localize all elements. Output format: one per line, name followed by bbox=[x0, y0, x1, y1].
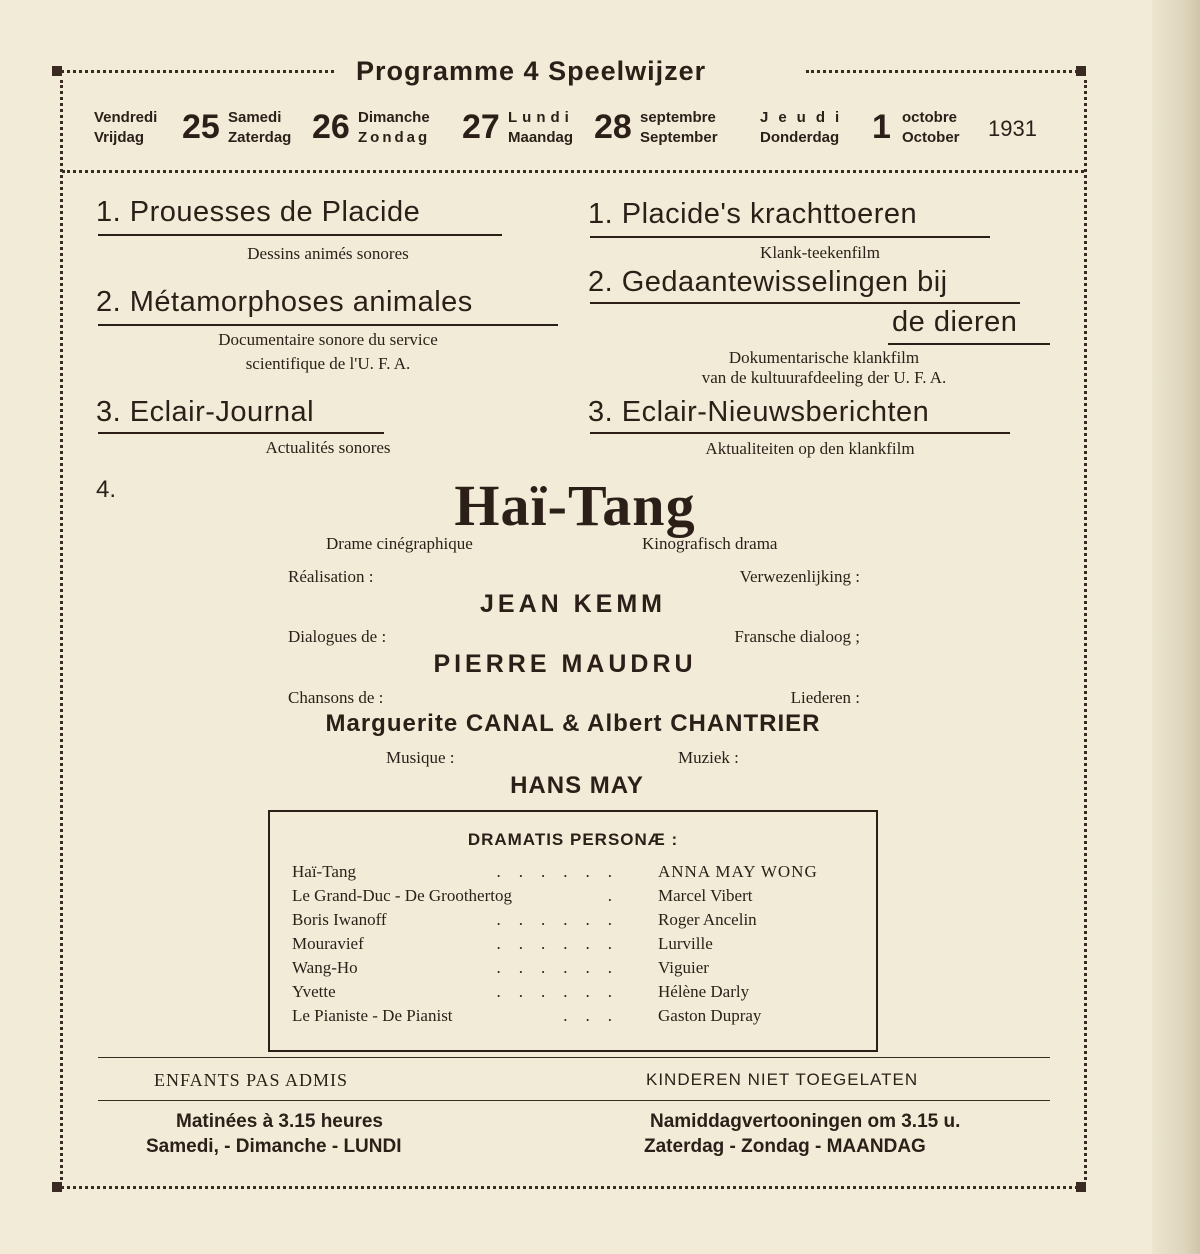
footer-rule bbox=[98, 1100, 1050, 1101]
bottom-rule bbox=[56, 1186, 1084, 1189]
matinee-days-nl: Zaterdag - Zondag - MAANDAG bbox=[644, 1136, 926, 1157]
dialogues-label-fr: Dialogues de : bbox=[288, 627, 387, 646]
day-nl: Zondag bbox=[358, 129, 431, 146]
item-subtitle: Actualités sonores bbox=[265, 438, 391, 457]
music-label-fr: Musique : bbox=[386, 748, 455, 767]
leader-dots: ...... bbox=[496, 862, 630, 881]
realisation-label-nl: Verwezenlijking : bbox=[739, 567, 860, 586]
matinee-days-fr: Samedi, - Dimanche - LUNDI bbox=[146, 1136, 402, 1157]
children-notice-fr: ENFANTS PAS ADMIS bbox=[154, 1070, 349, 1090]
songs-label-nl: Liederen : bbox=[790, 688, 860, 707]
title-underline bbox=[98, 324, 558, 326]
item-title: 2. Métamorphoses animales bbox=[96, 286, 473, 318]
leader-dots: ...... bbox=[496, 982, 630, 1001]
director-name: JEAN KEMM bbox=[479, 590, 666, 618]
cast-actor: Roger Ancelin bbox=[658, 910, 757, 929]
corner-ornament bbox=[1076, 66, 1086, 76]
item-subtitle: Documentaire sonore du service bbox=[218, 330, 438, 349]
title-underline bbox=[888, 343, 1050, 345]
item-title: 1. Placide's krachttoeren bbox=[588, 198, 918, 230]
day-nl: Zaterdag bbox=[228, 129, 292, 146]
matinee-fr: Matinées à 3.15 heures bbox=[176, 1111, 383, 1132]
children-notice-nl: KINDEREN NIET TOEGELATEN bbox=[646, 1070, 919, 1089]
day-nl: Donderdag bbox=[760, 129, 840, 146]
left-border bbox=[60, 80, 63, 1180]
realisation-label-fr: Réalisation : bbox=[288, 567, 374, 586]
songs-label-fr: Chansons de : bbox=[288, 688, 384, 707]
composer-name: HANS MAY bbox=[510, 772, 644, 799]
item-subtitle: Aktualiteiten op den klankfilm bbox=[705, 439, 915, 458]
leader-dots: ...... bbox=[496, 934, 630, 953]
songwriters: Marguerite CANAL & Albert CHANTRIER bbox=[325, 710, 821, 737]
item-title: 3. Eclair-Nieuwsberichten bbox=[588, 396, 930, 428]
cast-role: Le Grand-Duc - De Groothertog bbox=[292, 886, 512, 905]
item-subtitle: van de kultuurafdeeling der U. F. A. bbox=[701, 368, 947, 387]
item-title: de dieren bbox=[892, 306, 1018, 338]
month-fr: septembre bbox=[640, 109, 716, 126]
item-subtitle: scientifique de l'U. F. A. bbox=[245, 354, 411, 373]
title-underline bbox=[98, 234, 502, 236]
cast-box bbox=[268, 810, 878, 1052]
title-underline bbox=[590, 302, 1020, 304]
leader-dots: . bbox=[607, 886, 630, 905]
dialogues-label-nl: Fransche dialoog ; bbox=[734, 627, 860, 646]
day-number: 1 bbox=[872, 108, 891, 146]
month-nl: September bbox=[640, 129, 718, 146]
writer-name: PIERRE MAUDRU bbox=[433, 650, 697, 678]
cast-role: Yvette bbox=[292, 982, 336, 1001]
item-subtitle: Klank-teekenfilm bbox=[760, 243, 880, 262]
title-underline bbox=[98, 432, 384, 434]
day-nl: Vrijdag bbox=[94, 129, 145, 146]
corner-ornament bbox=[1076, 1182, 1086, 1192]
cast-actor: ANNA MAY WONG bbox=[658, 862, 818, 881]
year: 1931 bbox=[988, 116, 1037, 141]
day-number: 26 bbox=[312, 108, 350, 146]
day-fr: Vendredi bbox=[94, 109, 158, 126]
cast-actor: Gaston Dupray bbox=[658, 1006, 762, 1025]
genre-fr: Drame cinégraphique bbox=[326, 534, 473, 553]
day-fr: Samedi bbox=[228, 109, 282, 126]
title-underline bbox=[590, 432, 1010, 434]
footer-rule bbox=[98, 1057, 1050, 1058]
cast-role: Wang-Ho bbox=[292, 958, 358, 977]
cast-role: Haï-Tang bbox=[292, 862, 356, 881]
corner-ornament bbox=[52, 1182, 62, 1192]
item-title: 2. Gedaantewisselingen bij bbox=[588, 266, 948, 298]
day-number: 28 bbox=[594, 108, 632, 146]
cast-role: Boris Iwanoff bbox=[292, 910, 387, 929]
day-fr: Dimanche bbox=[358, 109, 430, 126]
cast-actor: Viguier bbox=[658, 958, 709, 977]
cast-role: Mouravief bbox=[292, 934, 364, 953]
music-label-nl: Muziek : bbox=[678, 748, 739, 767]
title-underline bbox=[590, 236, 990, 238]
day-nl: Maandag bbox=[508, 129, 574, 146]
day-number: 25 bbox=[182, 108, 220, 146]
cast-actor: Marcel Vibert bbox=[658, 886, 753, 905]
top-rule-right bbox=[806, 70, 1084, 73]
month-nl: October bbox=[902, 129, 960, 146]
cast-heading: DRAMATIS PERSONÆ : bbox=[467, 830, 679, 849]
leader-dots: ...... bbox=[496, 910, 630, 929]
leader-dots: ... bbox=[563, 1006, 630, 1025]
cast-role: Le Pianiste - De Pianist bbox=[292, 1006, 453, 1025]
item-subtitle: Dessins animés sonores bbox=[247, 244, 409, 263]
day-number: 27 bbox=[462, 108, 500, 146]
corner-ornament bbox=[52, 66, 62, 76]
right-border bbox=[1084, 80, 1087, 1180]
dates-rule bbox=[62, 170, 1084, 173]
cast-actor: Lurville bbox=[658, 934, 713, 953]
cast-actor: Hélène Darly bbox=[658, 982, 750, 1001]
genre-nl: Kinografisch drama bbox=[642, 534, 778, 553]
page-edge bbox=[1152, 0, 1200, 1254]
item-title: 1. Prouesses de Placide bbox=[96, 196, 421, 228]
top-rule-left bbox=[56, 70, 334, 73]
feature-number: 4. bbox=[96, 476, 117, 503]
programme-title: Programme 4 Speelwijzer bbox=[356, 56, 707, 86]
day-fr: Lundi bbox=[508, 109, 574, 126]
matinee-nl: Namiddagvertooningen om 3.15 u. bbox=[650, 1111, 961, 1132]
feature-title: Haï-Tang bbox=[454, 473, 696, 538]
item-title: 3. Eclair-Journal bbox=[96, 396, 315, 428]
month-fr: octobre bbox=[902, 109, 958, 126]
leader-dots: ...... bbox=[496, 958, 630, 977]
item-subtitle: Dokumentarische klankfilm bbox=[728, 348, 920, 367]
day-fr: Jeudi bbox=[760, 109, 850, 126]
